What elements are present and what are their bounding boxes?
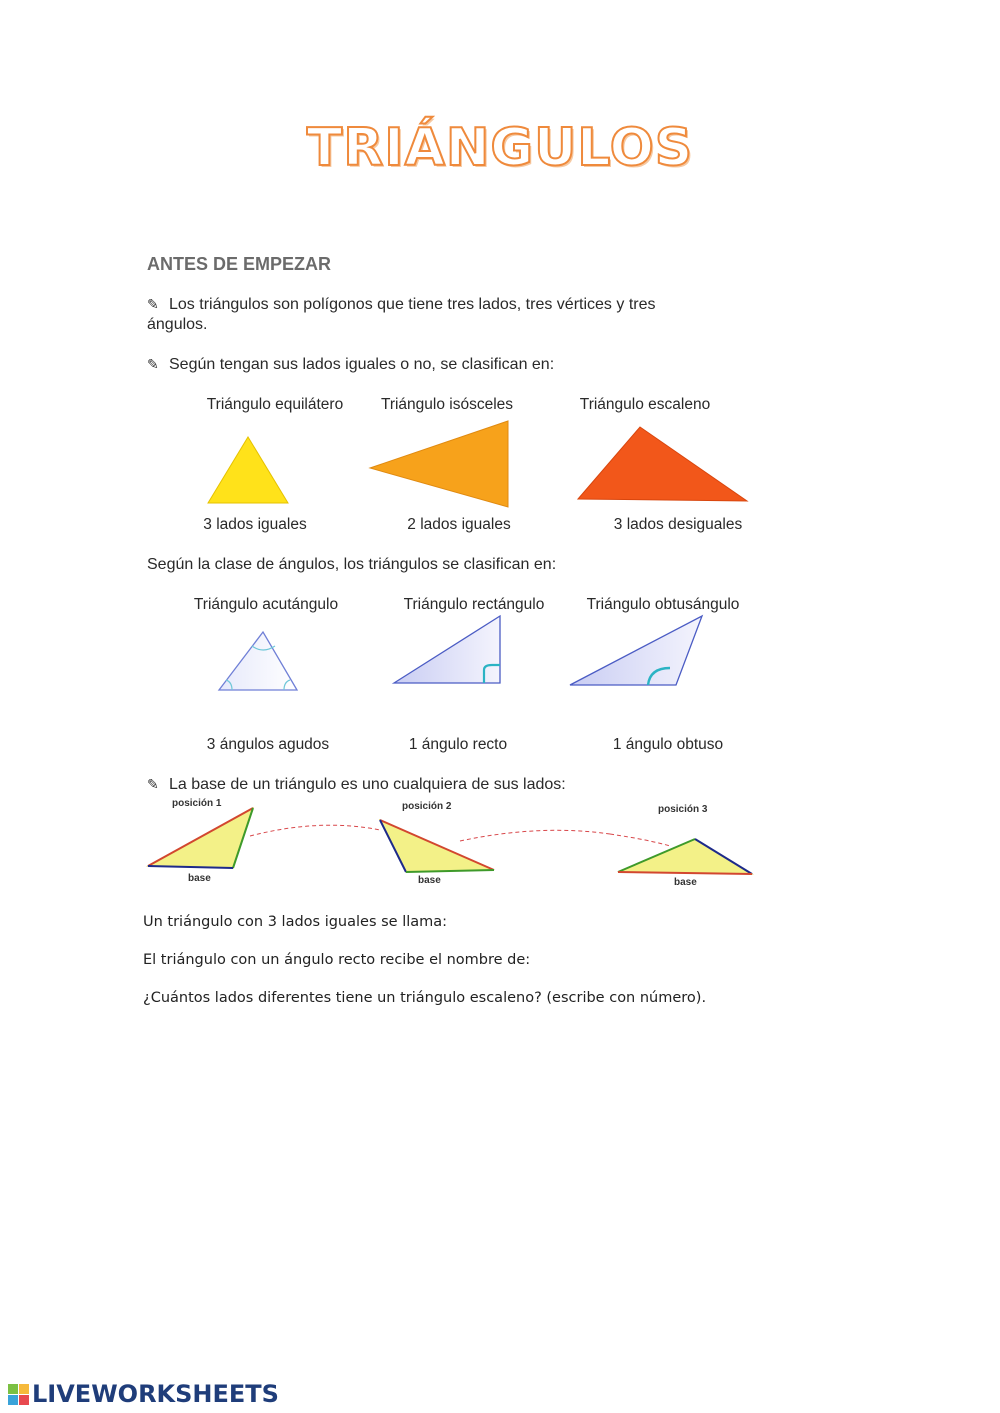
obtuse-triangle	[570, 616, 702, 685]
obtuse-label: Triángulo obtusángulo	[586, 596, 740, 613]
isosceles-label: Triángulo isósceles	[380, 396, 514, 413]
scalene-triangle	[578, 427, 747, 501]
triangles-by-sides	[140, 415, 780, 515]
pencil-icon: ✎	[147, 776, 159, 792]
question-3: ¿Cuántos lados diferentes tiene un triángulo escaleno? (escribe con número).	[143, 990, 707, 1006]
position-3-label: posición 3	[658, 804, 708, 815]
isosceles-triangle	[370, 421, 508, 507]
triangles-by-angles	[140, 610, 780, 700]
question-2: El triángulo con un ángulo recto recibe el nombre de:	[143, 952, 531, 968]
acute-caption: 3 ángulos agudos	[206, 736, 330, 753]
sides-intro-text: Según tengan sus lados iguales o no, se clasifican en:	[169, 356, 555, 373]
intro-paragraph	[147, 296, 655, 314]
liveworksheets-logo-icon	[8, 1384, 30, 1406]
position-2-base: base	[418, 875, 441, 886]
position-1-base: base	[188, 873, 211, 884]
acute-triangle	[219, 632, 297, 690]
base-intro	[147, 776, 566, 794]
equilateral-caption: 3 lados iguales	[203, 516, 307, 533]
obtuse-caption: 1 ángulo obtuso	[612, 736, 724, 753]
sides-intro	[147, 356, 554, 374]
footer-brand: LIVEWORKSHEETS	[32, 1380, 279, 1408]
equilateral-triangle-shape	[208, 437, 288, 503]
scalene-label: Triángulo escaleno	[579, 396, 711, 413]
isosceles-caption: 2 lados iguales	[407, 516, 511, 533]
right-caption: 1 ángulo recto	[408, 736, 508, 753]
acute-label: Triángulo acutángulo	[193, 596, 339, 613]
right-label: Triángulo rectángulo	[403, 596, 545, 613]
page-title: TRIÁNGULOS	[306, 118, 694, 178]
pencil-icon: ✎	[147, 296, 159, 312]
question-1: Un triángulo con 3 lados iguales se llama:	[143, 914, 448, 930]
base-intro-text: La base de un triángulo es uno cualquiera de sus lados:	[169, 776, 566, 793]
angles-intro: Según la clase de ángulos, los triángulos se clasifican en:	[147, 556, 557, 573]
right-triangle	[394, 616, 500, 683]
position-3-base: base	[674, 877, 697, 888]
pencil-icon: ✎	[147, 356, 159, 372]
intro-line-1: Los triángulos son polígonos que tiene tres lados, tres vértices y tres	[169, 296, 656, 313]
intro-line-2: ángulos.	[147, 316, 208, 333]
scalene-caption: 3 lados desiguales	[613, 516, 743, 533]
position-2-label: posición 2	[402, 801, 452, 812]
section-heading: ANTES DE EMPEZAR	[147, 254, 332, 274]
equilateral-label: Triángulo equilátero	[206, 396, 344, 413]
base-positions-figure	[140, 796, 765, 891]
position-1-label: posición 1	[172, 798, 222, 809]
